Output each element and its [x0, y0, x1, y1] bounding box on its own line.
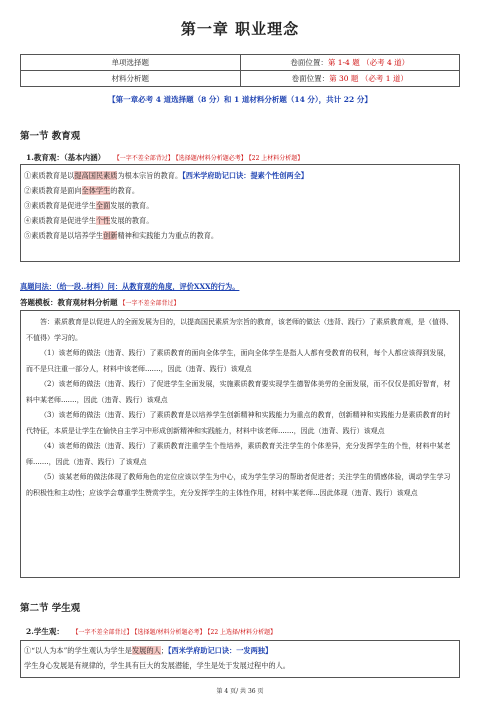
list-item: ①素质教育是以提高国民素质为根本宗旨的教育。【西米学府助记口诀：提素个性创两全】	[24, 171, 308, 180]
page-number: 第 4 页/ 共 36 页	[216, 688, 264, 695]
list-item: ③素质教育是促进学生全面发展的教育。	[24, 201, 154, 210]
tag-memorize: 【一字不差全部背过】	[119, 300, 180, 307]
table-row	[21, 71, 460, 87]
position-value: 第 30 题 （必考 1 道）	[329, 74, 408, 83]
exam-question-prompt: 真题问法：（给一段..材料）问：从教育观的角度，评价XXX的行为。	[20, 282, 240, 291]
section1-subheading	[26, 152, 303, 163]
section1-heading: 第一节 教育观	[20, 131, 81, 142]
list-item: ④素质教育是促进学生个性发展的教育。	[24, 216, 154, 225]
answer-template-box	[20, 310, 460, 578]
education-view-box	[20, 164, 460, 262]
position-cell	[240, 71, 460, 87]
position-value: 第 1-4 题 （必考 4 道）	[327, 58, 410, 67]
list-item: ②素质教育是面向全体学生的教育。	[24, 186, 140, 195]
list-item: ①“以人为本”的学生观认为学生是发展的人；【西米学府助记口诀：一发两独】	[24, 646, 273, 655]
answer-template-label: 答题模板：教育观材料分析题 【一字不差全部背过】	[20, 298, 180, 307]
table-row	[21, 55, 460, 71]
section2-subheading: 2.学生观： 【一字不差全部背过】 【选择题/材料分析题必考】 【22 上选择/材料分析题】	[26, 627, 277, 636]
student-view-box	[20, 640, 460, 678]
answer-paragraph: 答：素质教育是以促进人的全面发展为目的，以提高国民素质为宗旨的教育，该老师的做法（违背、践行）了素质教育观，是（值得、不值得）学习的。	[26, 318, 453, 342]
tag-exam-year: 【22 上选择/材料分析题】	[207, 629, 277, 636]
position-label: 卷面位置：	[291, 74, 330, 83]
list-item: 学生身心发展是有规律的，学生具有巨大的发展潜能，学生是处于发展过程中的人。	[24, 661, 290, 670]
mnemonic: 【西米学府助记口诀：一发两独】	[167, 646, 273, 655]
answer-paragraph: （2）该老师的做法（违背、践行）了促进学生全面发展，实施素质教育要实现学生德智体美劳的全面发展，而不仅仅是抓好智育，材料中某老师.......，因此（违背、践行）该观点	[26, 380, 451, 404]
exam-info-table	[20, 54, 460, 87]
section2-heading: 第二节 学生观	[20, 603, 81, 614]
tag-required: 【选择题/材料分析题必考】	[134, 629, 206, 636]
position-label: 卷面位置：	[290, 58, 328, 67]
answer-paragraph: （1）该老师的做法（违背、践行）了素质教育的面向全体学生，面向全体学生是指人人都有受教育的权利，每个人都应该得到发展，而不是只注重一部分人，材料中该老师.......，因此（违背、践行）该观点	[26, 349, 451, 373]
answer-paragraph: （5）该某老师的做法体现了教师角色的定位应该以学生为中心，成为学生学习的帮助者促进者；关注学生的情感体验，调动学生学习的积极性和主动性；应该学会尊重学生赞赏学生，充分发挥学生的主体性作用，材料中某老师...因此体现（违背、践行）该观点	[26, 473, 451, 497]
tag-exam-year: 【22 上材料分析题】	[248, 155, 304, 162]
list-item: ⑤素质教育是以培养学生创新精神和实践能力为重点的教育。	[24, 231, 219, 240]
position-cell	[240, 55, 460, 71]
subheading-text: 1.教育观：（基本内涵）	[26, 153, 106, 162]
answer-paragraph: （4）该老师的做法（违背、践行）了素质教育注重学生个性培养，素质教育关注学生的个体差异，充分发挥学生的个性，材料中某老师.......，因此（违背、践行）了该观点	[26, 442, 451, 466]
answer-paragraph: （3）该老师的做法（违背、践行）了素质教育是以培养学生创新精神和实践能力为重点的教育，创新精神和实践能力是素质教育的时代特征，本质是让学生在愉快自主学习中形成创新精神和实践能力，材料中该老师.......，因此（违背、践行）该观点	[26, 411, 451, 435]
score-summary: 【第一章必考 4 道选择题（8 分）和 1 道材料分析题（14 分），共计 22 分】	[108, 95, 372, 104]
question-type-cell: 材料分析题	[21, 71, 241, 87]
tag-required: 【选择题/材料分析题必考】	[175, 155, 247, 162]
question-type-cell: 单项选择题	[21, 55, 241, 71]
tag-memorize: 【一字不差全部背过】	[72, 629, 133, 636]
tag-memorize: 【一字不差全部背过】	[113, 155, 174, 162]
mnemonic: 【西米学府助记口诀：提素个性创两全】	[182, 171, 308, 180]
chapter-title: 第一章 职业理念	[180, 20, 300, 38]
